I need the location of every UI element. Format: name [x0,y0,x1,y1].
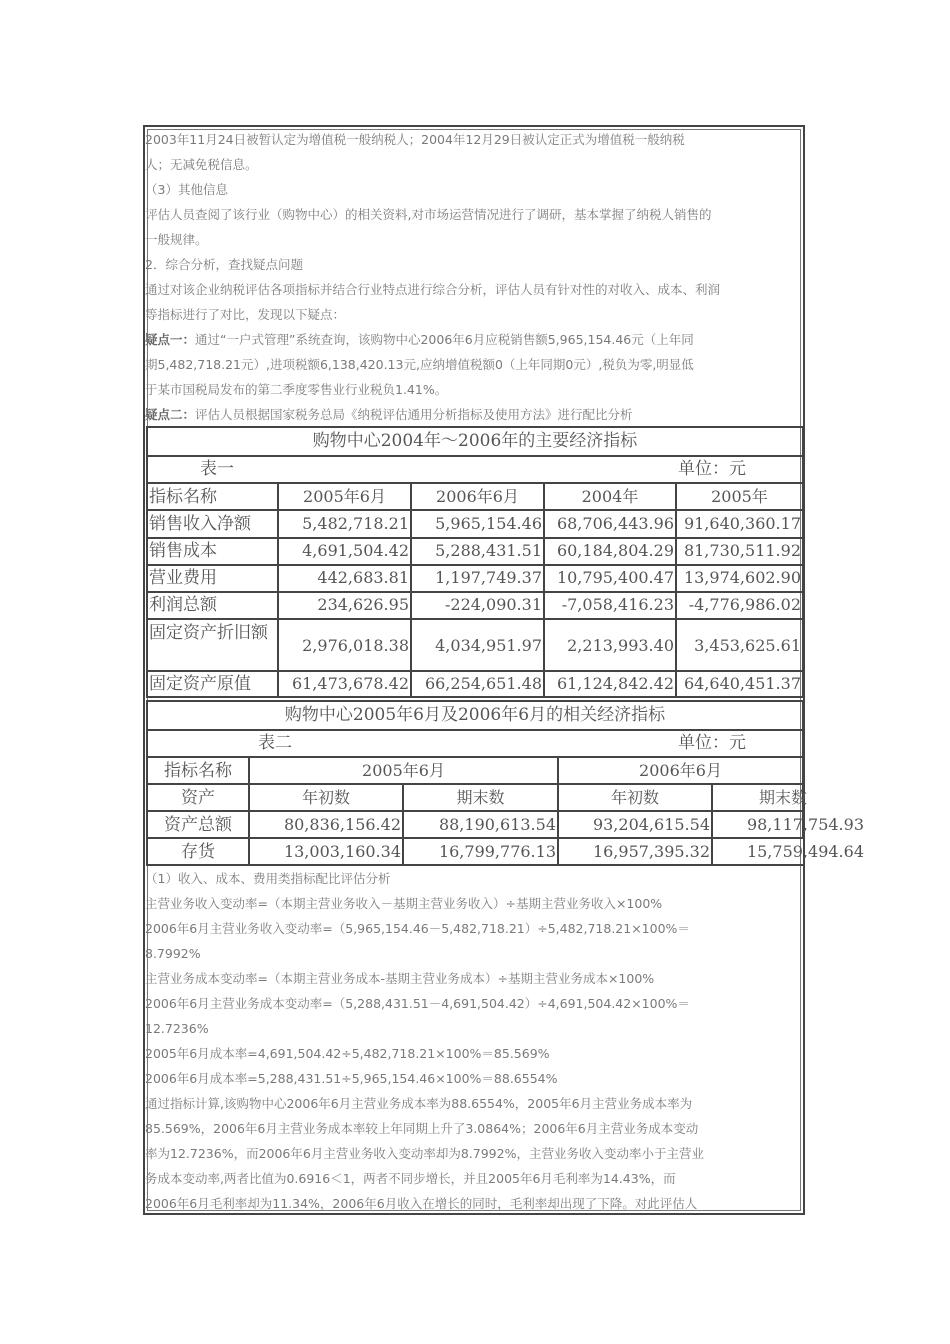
doubt-one-line1 [145,327,805,352]
text-line: 通过指标计算,该购物中心2006年6月主营业务成本率为88.6554%，2005年6月主营业务成本率为 [145,1096,693,1111]
table-two [146,700,864,866]
text-line: 12.7236% [145,1021,209,1036]
table-cell: 442,683.81 [317,568,409,587]
table-row-label: 资产总额 [164,815,232,835]
text-line: 人；无减免税信息。 [145,157,258,172]
table-row-label: 固定资产原值 [149,674,251,694]
table-one-title: 购物中心2004年～2006年的主要经济指标 [312,431,638,451]
table-cell: 10,795,400.47 [556,568,674,587]
table-cell: -224,090.31 [444,595,542,614]
table-one [146,426,804,698]
table-row-label: 营业费用 [149,568,217,588]
doubt-one-line3: 于某市国税局发布的第二季度零售业行业税负1.41%。 [145,382,448,397]
text-line: 通过对该企业纳税评估各项指标并结合行业特点进行综合分析，评估人员有针对性的对收入、成本、利润 [145,282,721,297]
table-two-label: 表二 [258,733,292,753]
table-cell: 91,640,360.17 [683,514,801,533]
table-row-label: 固定资产折旧额 [149,623,268,643]
text-line: 85.569%，2006年6月主营业务成本率较上年同期上升了3.0864%；2006年6月主营业务成本变动 [145,1121,699,1136]
text-line: 8.7992% [145,946,201,961]
table-cell: 60,184,804.29 [556,541,674,560]
table-cell: 2,213,993.40 [567,636,674,655]
table-two-header-name: 指标名称 [164,761,232,781]
table-one-unit: 单位：元 [678,459,746,479]
table-cell: 3,453,625.61 [694,636,801,655]
table-cell: 5,288,431.51 [435,541,542,560]
table-cell: 5,482,718.21 [302,514,409,533]
text-line: 2006年6月毛利率却为11.34%，2006年6月收入在增长的同时，毛利率却出现了下降。对此评估人 [145,1196,698,1211]
table-two-subheader: 期末数 [758,788,807,807]
text-line: 2006年6月成本率=5,288,431.51÷5,965,154.46×100%＝88.6554% [145,1071,558,1086]
table-cell: 16,957,395.32 [592,842,710,861]
table-cell: 4,034,951.97 [435,636,542,655]
table-one-header: 2005年 [711,487,768,506]
table-two-period: 2005年6月 [362,761,445,780]
table-cell: 16,799,776.13 [438,842,556,861]
table-cell: 81,730,511.92 [683,541,801,560]
table-one-header: 2004年 [581,487,639,506]
table-cell: 13,003,160.34 [283,842,401,861]
table-cell: -7,058,416.23 [561,595,674,614]
doubt-one-text: 通过“一户式管理”系统查询，该购物中心2006年6月应税销售额5,965,154.46元（上年同 [195,332,694,347]
table-cell: 1,197,749.37 [435,568,542,587]
table-cell: 13,974,602.90 [683,568,801,587]
doubt-two-text: 评估人员根据国家税务总局《纳税评估通用分析指标及使用方法》进行配比分析 [195,407,633,422]
table-cell: 15,759,494.64 [746,842,864,861]
table-cell: 64,640,451.37 [683,674,801,693]
table-two-subheader: 年初数 [301,788,350,807]
table-cell: 61,473,678.42 [291,674,409,693]
table-cell: 2,976,018.38 [302,636,409,655]
table-row-label: 销售成本 [149,541,217,561]
text-line: 率为12.7236%，而2006年6月主营业务收入变动率却为8.7992%，主营业务收入变动率小于主营业 [145,1146,704,1161]
table-two-subheader: 年初数 [610,788,659,807]
table-cell: 66,254,651.48 [424,674,542,693]
table-two-title: 购物中心2005年6月及2006年6月的相关经济指标 [284,705,666,725]
table-cell: 68,706,443.96 [556,514,674,533]
table-two-unit: 单位：元 [678,733,746,753]
table-two-subheader: 资产 [181,788,215,808]
table-one-header: 2005年6月 [303,487,386,506]
table-row-label: 存货 [181,842,215,862]
doubt-two-label: 疑点二： [145,407,196,422]
text-line: 2003年11月24日被暂认定为增值税一般纳税人；2004年12月29日被认定正式为增值税一般纳税 [145,132,685,147]
text-line: 2005年6月成本率=4,691,504.42÷5,482,718.21×100%＝85.569% [145,1046,550,1061]
text-line: 一般规律。 [145,232,208,247]
text-line: 评估人员查阅了该行业（购物中心）的相关资料,对市场运营情况进行了调研，基本掌握了纳税人销售的 [145,207,712,222]
doubt-one-label: 疑点一： [145,332,196,347]
text-line: 务成本变动率,两者比值为0.6916＜1，两者不同步增长，并且2005年6月毛利率为14.43%，而 [145,1171,676,1186]
table-one-header: 2006年6月 [436,487,519,506]
text-line: 2006年6月主营业务成本变动率=（5,288,431.51－4,691,504.42）÷4,691,504.42×100%＝ [145,996,690,1011]
text-line: 2．综合分析，查找疑点问题 [145,257,303,272]
text-line: 2006年6月主营业务收入变动率=（5,965,154.46－5,482,718.21）÷5,482,718.21×100%＝ [145,921,690,936]
table-row-label: 利润总额 [149,595,217,615]
text-line: （3）其他信息 [145,182,228,197]
table-cell: 93,204,615.54 [592,815,710,834]
table-cell: 88,190,613.54 [438,815,556,834]
table-cell: 4,691,504.42 [302,541,409,560]
table-cell: 234,626.95 [317,595,409,614]
table-cell: 80,836,156.42 [283,815,401,834]
table-cell: -4,776,986.02 [688,595,801,614]
text-line: 主营业务成本变动率=（本期主营业务成本-基期主营业务成本）÷基期主营业务成本×100% [145,971,655,986]
doubt-one-line2: 期5,482,718.21元）,进项税额6,138,420.13元,应纳增值税额0（上年同期0元）,税负为零,明显低 [145,357,694,372]
text-line: 等指标进行了对比，发现以下疑点： [145,307,346,322]
table-cell: 98,117,754.93 [746,815,864,834]
text-line: 主营业务收入变动率=（本期主营业务收入－基期主营业务收入）÷基期主营业务收入×100% [145,896,663,911]
table-cell: 5,965,154.46 [435,514,542,533]
table-one-label: 表一 [200,459,234,479]
table-row-label: 销售收入净额 [149,514,251,534]
table-cell: 61,124,842.42 [556,674,674,693]
text-line: （1）收入、成本、费用类指标配比评估分析 [145,871,391,886]
table-two-subheader: 期末数 [456,788,505,807]
table-two-period: 2006年6月 [639,761,722,780]
doubt-two-line [145,402,805,427]
table-one-header-name: 指标名称 [149,487,217,507]
